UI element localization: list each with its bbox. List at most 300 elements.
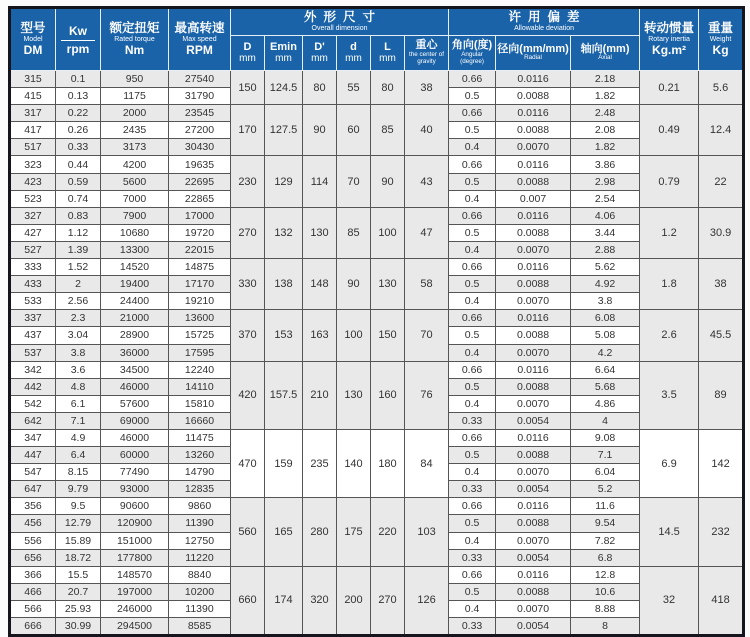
cell-max-speed: 19635: [169, 156, 231, 173]
col-header-deviation-group: [449, 8, 640, 36]
cell-angular-deviation: 0.66: [449, 207, 496, 224]
deviation-label-zh: 许用偏差: [508, 10, 587, 25]
cell-radial-deviation: 0.0070: [496, 395, 571, 412]
cell-radial-deviation: 0.0070: [496, 344, 571, 361]
cell-model: 333: [10, 259, 56, 276]
inertia-label-en: Rotary inertia: [648, 36, 690, 44]
cell-angular-deviation: 0.5: [449, 583, 496, 600]
model-label-unit: DM: [23, 43, 43, 58]
cell-kw: 18.72: [56, 549, 101, 566]
cell-max-speed: 22865: [169, 190, 231, 207]
power-label-bottom: rpm: [66, 41, 90, 56]
cell-kw: 0.44: [56, 156, 101, 173]
cell-radial-deviation: 0.0116: [496, 156, 571, 173]
cell-angular-deviation: 0.5: [449, 327, 496, 344]
inertia-label-unit: Kg.m²: [652, 43, 687, 58]
cell-model: 537: [10, 344, 56, 361]
cell-rated-torque: 7000: [101, 190, 169, 207]
cell-center-of-gravity: 84: [405, 429, 449, 497]
cell-rated-torque: 93000: [101, 481, 169, 498]
cell-axial-deviation: 2.48: [571, 105, 640, 122]
cell-radial-deviation: 0.0088: [496, 447, 571, 464]
cell-axial-deviation: 6.04: [571, 464, 640, 481]
cell-rotary-inertia: 1.8: [640, 259, 699, 310]
cell-model: 542: [10, 395, 56, 412]
cell-axial-deviation: 4: [571, 412, 640, 429]
d-label: d: [350, 40, 357, 53]
cell-model: 433: [10, 276, 56, 293]
cell-kw: 0.59: [56, 173, 101, 190]
cell-kw: 2: [56, 276, 101, 293]
cell-L: 160: [371, 361, 405, 429]
cell-max-speed: 14875: [169, 259, 231, 276]
cell-d: 130: [337, 361, 371, 429]
table-row: [10, 207, 744, 224]
col-header-model: [10, 8, 56, 71]
speed-label-unit: RPM: [186, 43, 213, 58]
cell-rated-torque: 10680: [101, 224, 169, 241]
cell-Emin: 129: [265, 156, 303, 207]
cell-model: 347: [10, 429, 56, 446]
weight-label-zh: 重量: [708, 20, 734, 35]
cell-center-of-gravity: 38: [405, 71, 449, 105]
L-unit: mm: [379, 52, 396, 64]
cell-model: 423: [10, 173, 56, 190]
cell-max-speed: 19210: [169, 293, 231, 310]
cell-radial-deviation: 0.0070: [496, 464, 571, 481]
cell-kw: 0.13: [56, 88, 101, 105]
table-row: [10, 156, 744, 173]
cell-max-speed: 19720: [169, 224, 231, 241]
cell-radial-deviation: 0.0088: [496, 173, 571, 190]
cell-kw: 0.33: [56, 139, 101, 156]
col-header-D: [231, 36, 265, 71]
cell-max-speed: 12240: [169, 361, 231, 378]
cell-rated-torque: 197000: [101, 583, 169, 600]
cell-angular-deviation: 0.4: [449, 600, 496, 617]
cell-kw: 15.89: [56, 532, 101, 549]
spec-table: [8, 6, 745, 637]
cell-rated-torque: 2435: [101, 122, 169, 139]
cell-D: 370: [231, 310, 265, 361]
D-label: D: [243, 40, 252, 53]
d-unit: mm: [345, 52, 362, 64]
cell-radial-deviation: 0.007: [496, 190, 571, 207]
cell-kw: 6.1: [56, 395, 101, 412]
cell-d: 60: [337, 105, 371, 156]
cell-D: 560: [231, 498, 265, 566]
Emin-label: Emin: [270, 40, 297, 53]
cell-model: 323: [10, 156, 56, 173]
col-header-d: [337, 36, 371, 71]
cell-model: 327: [10, 207, 56, 224]
cell-axial-deviation: 2.18: [571, 71, 640, 88]
col-header-dimension-group: [231, 8, 449, 36]
cell-weight: 12.4: [699, 105, 744, 156]
cell-kw: 12.79: [56, 515, 101, 532]
cell-d: 175: [337, 498, 371, 566]
cell-max-speed: 8840: [169, 566, 231, 583]
cell-D: 420: [231, 361, 265, 429]
cell-rotary-inertia: 3.5: [640, 361, 699, 429]
cell-angular-deviation: 0.66: [449, 310, 496, 327]
cell-axial-deviation: 2.98: [571, 173, 640, 190]
cell-Emin: 138: [265, 259, 303, 310]
cell-axial-deviation: 10.6: [571, 583, 640, 600]
cell-kw: 9.79: [56, 481, 101, 498]
cell-rated-torque: 34500: [101, 361, 169, 378]
cell-rated-torque: 950: [101, 71, 169, 88]
cell-Emin: 127.5: [265, 105, 303, 156]
cell-model: 415: [10, 88, 56, 105]
cell-D: 660: [231, 566, 265, 635]
cell-L: 80: [371, 71, 405, 105]
table-row: [10, 105, 744, 122]
cell-max-speed: 11220: [169, 549, 231, 566]
cell-max-speed: 8585: [169, 618, 231, 636]
cell-Dprime: 114: [303, 156, 337, 207]
cell-kw: 20.7: [56, 583, 101, 600]
cell-Emin: 157.5: [265, 361, 303, 429]
cell-rated-torque: 246000: [101, 600, 169, 617]
cell-Emin: 124.5: [265, 71, 303, 105]
cell-angular-deviation: 0.33: [449, 549, 496, 566]
cell-kw: 4.9: [56, 429, 101, 446]
cell-weight: 89: [699, 361, 744, 429]
cell-radial-deviation: 0.0088: [496, 583, 571, 600]
cell-radial-deviation: 0.0088: [496, 224, 571, 241]
cell-axial-deviation: 5.2: [571, 481, 640, 498]
cell-axial-deviation: 5.68: [571, 378, 640, 395]
col-header-torque: [101, 8, 169, 71]
cell-rated-torque: 294500: [101, 618, 169, 636]
cell-kw: 3.04: [56, 327, 101, 344]
torque-label-zh: 额定扭矩: [109, 20, 160, 35]
cell-max-speed: 23545: [169, 105, 231, 122]
table-row: [10, 310, 744, 327]
cell-radial-deviation: 0.0054: [496, 412, 571, 429]
cell-center-of-gravity: 70: [405, 310, 449, 361]
cell-center-of-gravity: 47: [405, 207, 449, 258]
cell-angular-deviation: 0.4: [449, 241, 496, 258]
cell-kw: 0.26: [56, 122, 101, 139]
cell-kw: 2.3: [56, 310, 101, 327]
cell-axial-deviation: 5.08: [571, 327, 640, 344]
cell-axial-deviation: 4.2: [571, 344, 640, 361]
cell-angular-deviation: 0.4: [449, 293, 496, 310]
cell-max-speed: 12750: [169, 532, 231, 549]
cell-rotary-inertia: 0.21: [640, 71, 699, 105]
cell-axial-deviation: 5.62: [571, 259, 640, 276]
cell-axial-deviation: 3.44: [571, 224, 640, 241]
cell-rotary-inertia: 14.5: [640, 498, 699, 566]
cell-radial-deviation: 0.0116: [496, 207, 571, 224]
cell-rotary-inertia: 32: [640, 566, 699, 635]
col-header-Dprime: [303, 36, 337, 71]
col-header-center-of-gravity: [405, 36, 449, 71]
cell-Emin: 159: [265, 429, 303, 497]
cell-radial-deviation: 0.0088: [496, 378, 571, 395]
cell-model: 337: [10, 310, 56, 327]
cell-rated-torque: 57600: [101, 395, 169, 412]
cell-rated-torque: 28900: [101, 327, 169, 344]
cell-Dprime: 280: [303, 498, 337, 566]
cell-axial-deviation: 6.64: [571, 361, 640, 378]
cell-angular-deviation: 0.66: [449, 566, 496, 583]
cell-rotary-inertia: 1.2: [640, 207, 699, 258]
cell-model: 666: [10, 618, 56, 636]
cell-weight: 418: [699, 566, 744, 635]
cell-axial-deviation: 8.88: [571, 600, 640, 617]
cell-angular-deviation: 0.5: [449, 173, 496, 190]
cell-axial-deviation: 12.8: [571, 566, 640, 583]
cell-radial-deviation: 0.0054: [496, 481, 571, 498]
cell-center-of-gravity: 58: [405, 259, 449, 310]
torque-label-unit: Nm: [124, 43, 145, 58]
table-row: [10, 566, 744, 583]
cell-model: 427: [10, 224, 56, 241]
table-row: [10, 259, 744, 276]
cell-rated-torque: 1175: [101, 88, 169, 105]
cell-max-speed: 22015: [169, 241, 231, 258]
table-row: [10, 498, 744, 515]
cell-rated-torque: 60000: [101, 447, 169, 464]
cell-max-speed: 15725: [169, 327, 231, 344]
cell-kw: 1.39: [56, 241, 101, 258]
cell-angular-deviation: 0.4: [449, 344, 496, 361]
cell-L: 270: [371, 566, 405, 635]
cell-max-speed: 16660: [169, 412, 231, 429]
cell-radial-deviation: 0.0088: [496, 276, 571, 293]
cell-model: 533: [10, 293, 56, 310]
Emin-unit: mm: [275, 52, 292, 64]
weight-label-unit: Kg: [712, 43, 729, 58]
cell-max-speed: 27540: [169, 71, 231, 88]
cell-axial-deviation: 7.1: [571, 447, 640, 464]
cell-max-speed: 11390: [169, 600, 231, 617]
cell-kw: 6.4: [56, 447, 101, 464]
cell-L: 100: [371, 207, 405, 258]
cell-kw: 9.5: [56, 498, 101, 515]
cell-model: 656: [10, 549, 56, 566]
cell-rated-torque: 69000: [101, 412, 169, 429]
cell-Emin: 165: [265, 498, 303, 566]
cell-axial-deviation: 3.86: [571, 156, 640, 173]
cell-Emin: 132: [265, 207, 303, 258]
cell-radial-deviation: 0.0116: [496, 566, 571, 583]
cell-rated-torque: 19400: [101, 276, 169, 293]
cell-axial-deviation: 3.8: [571, 293, 640, 310]
cell-axial-deviation: 2.08: [571, 122, 640, 139]
cell-weight: 5.6: [699, 71, 744, 105]
cell-center-of-gravity: 76: [405, 361, 449, 429]
power-label-top: Kw: [69, 23, 87, 38]
cell-max-speed: 17000: [169, 207, 231, 224]
cell-axial-deviation: 7.82: [571, 532, 640, 549]
cell-angular-deviation: 0.66: [449, 156, 496, 173]
cell-radial-deviation: 0.0070: [496, 139, 571, 156]
cell-axial-deviation: 6.8: [571, 549, 640, 566]
cell-radial-deviation: 0.0054: [496, 549, 571, 566]
cell-rated-torque: 177800: [101, 549, 169, 566]
cell-rated-torque: 13300: [101, 241, 169, 258]
cell-kw: 8.15: [56, 464, 101, 481]
cell-rated-torque: 4200: [101, 156, 169, 173]
cell-angular-deviation: 0.4: [449, 190, 496, 207]
cell-model: 566: [10, 600, 56, 617]
col-header-power: [56, 8, 101, 71]
cell-rotary-inertia: 2.6: [640, 310, 699, 361]
cell-max-speed: 13260: [169, 447, 231, 464]
cell-rated-torque: 77490: [101, 464, 169, 481]
cell-kw: 0.83: [56, 207, 101, 224]
cell-kw: 7.1: [56, 412, 101, 429]
cell-L: 180: [371, 429, 405, 497]
cell-angular-deviation: 0.5: [449, 88, 496, 105]
cell-angular-deviation: 0.66: [449, 259, 496, 276]
angular-unit: Angular (degree): [460, 50, 484, 65]
cell-kw: 4.8: [56, 378, 101, 395]
angular-label: 角向(度): [451, 39, 493, 52]
cell-angular-deviation: 0.5: [449, 447, 496, 464]
cell-rated-torque: 7900: [101, 207, 169, 224]
D-unit: mm: [239, 52, 256, 64]
cell-Dprime: 148: [303, 259, 337, 310]
dimension-label-en: Overall dimension: [311, 25, 368, 33]
cell-radial-deviation: 0.0088: [496, 515, 571, 532]
cell-radial-deviation: 0.0116: [496, 310, 571, 327]
cell-axial-deviation: 11.6: [571, 498, 640, 515]
cell-weight: 22: [699, 156, 744, 207]
cell-rated-torque: 120900: [101, 515, 169, 532]
cell-Dprime: 235: [303, 429, 337, 497]
cell-Dprime: 90: [303, 105, 337, 156]
cell-D: 270: [231, 207, 265, 258]
cell-L: 130: [371, 259, 405, 310]
cell-axial-deviation: 1.82: [571, 88, 640, 105]
cell-model: 517: [10, 139, 56, 156]
cell-d: 70: [337, 156, 371, 207]
cell-max-speed: 22695: [169, 173, 231, 190]
inertia-label-zh: 转动惯量: [644, 20, 695, 35]
cell-model: 447: [10, 447, 56, 464]
cell-angular-deviation: 0.5: [449, 378, 496, 395]
cell-radial-deviation: 0.0070: [496, 241, 571, 258]
cell-model: 466: [10, 583, 56, 600]
cell-max-speed: 9860: [169, 498, 231, 515]
cell-center-of-gravity: 40: [405, 105, 449, 156]
cell-kw: 2.56: [56, 293, 101, 310]
cell-kw: 0.74: [56, 190, 101, 207]
cell-radial-deviation: 0.0116: [496, 361, 571, 378]
cell-model: 547: [10, 464, 56, 481]
cell-rated-torque: 36000: [101, 344, 169, 361]
cell-model: 523: [10, 190, 56, 207]
cell-Dprime: 130: [303, 207, 337, 258]
cell-model: 527: [10, 241, 56, 258]
cell-kw: 15.5: [56, 566, 101, 583]
cg-unit: the center of gravity: [409, 50, 445, 65]
cell-radial-deviation: 0.0070: [496, 532, 571, 549]
cell-Emin: 174: [265, 566, 303, 635]
deviation-label-en: Allowable deviation: [514, 25, 575, 33]
cell-max-speed: 11390: [169, 515, 231, 532]
axial-label: 轴向(mm): [580, 42, 630, 55]
col-header-axial: [571, 36, 640, 71]
cell-d: 100: [337, 310, 371, 361]
torque-label-en: Rated torque: [114, 36, 155, 44]
cell-kw: 30.99: [56, 618, 101, 636]
cg-label: 重心: [415, 39, 438, 52]
cell-D: 150: [231, 71, 265, 105]
cell-d: 90: [337, 259, 371, 310]
model-label-en: Model: [23, 36, 43, 44]
dimension-label-zh: 外形尺寸: [304, 10, 383, 25]
cell-kw: 1.52: [56, 259, 101, 276]
cell-max-speed: 14110: [169, 378, 231, 395]
cell-kw: 25.93: [56, 600, 101, 617]
cell-radial-deviation: 0.0116: [496, 105, 571, 122]
cell-radial-deviation: 0.0054: [496, 618, 571, 636]
cell-max-speed: 12835: [169, 481, 231, 498]
cell-max-speed: 17595: [169, 344, 231, 361]
cell-rated-torque: 5600: [101, 173, 169, 190]
cell-model: 642: [10, 412, 56, 429]
cell-angular-deviation: 0.66: [449, 361, 496, 378]
cell-Dprime: 320: [303, 566, 337, 635]
cell-weight: 142: [699, 429, 744, 497]
cell-model: 366: [10, 566, 56, 583]
cell-model: 417: [10, 122, 56, 139]
col-header-weight: [699, 8, 744, 71]
cell-angular-deviation: 0.33: [449, 618, 496, 636]
cell-L: 150: [371, 310, 405, 361]
cell-angular-deviation: 0.66: [449, 105, 496, 122]
cell-radial-deviation: 0.0116: [496, 498, 571, 515]
cell-kw: 0.1: [56, 71, 101, 88]
speed-label-en: Max speed: [182, 36, 217, 44]
cell-max-speed: 14790: [169, 464, 231, 481]
cell-weight: 30.9: [699, 207, 744, 258]
cell-weight: 38: [699, 259, 744, 310]
cell-axial-deviation: 8: [571, 618, 640, 636]
table-row: [10, 71, 744, 88]
cell-max-speed: 13600: [169, 310, 231, 327]
cell-max-speed: 17170: [169, 276, 231, 293]
cell-Dprime: 163: [303, 310, 337, 361]
cell-kw: 3.8: [56, 344, 101, 361]
cell-radial-deviation: 0.0116: [496, 259, 571, 276]
cell-model: 315: [10, 71, 56, 88]
cell-L: 220: [371, 498, 405, 566]
cell-Dprime: 210: [303, 361, 337, 429]
cell-kw: 3.6: [56, 361, 101, 378]
cell-angular-deviation: 0.4: [449, 395, 496, 412]
col-header-angular: [449, 36, 496, 71]
cell-max-speed: 30430: [169, 139, 231, 156]
cell-angular-deviation: 0.5: [449, 515, 496, 532]
cell-angular-deviation: 0.5: [449, 122, 496, 139]
cell-axial-deviation: 4.92: [571, 276, 640, 293]
speed-label-zh: 最高转速: [174, 20, 225, 35]
cell-d: 85: [337, 207, 371, 258]
cell-rotary-inertia: 6.9: [640, 429, 699, 497]
cell-D: 230: [231, 156, 265, 207]
cell-model: 556: [10, 532, 56, 549]
cell-rated-torque: 46000: [101, 378, 169, 395]
cell-d: 55: [337, 71, 371, 105]
table-row: [10, 361, 744, 378]
